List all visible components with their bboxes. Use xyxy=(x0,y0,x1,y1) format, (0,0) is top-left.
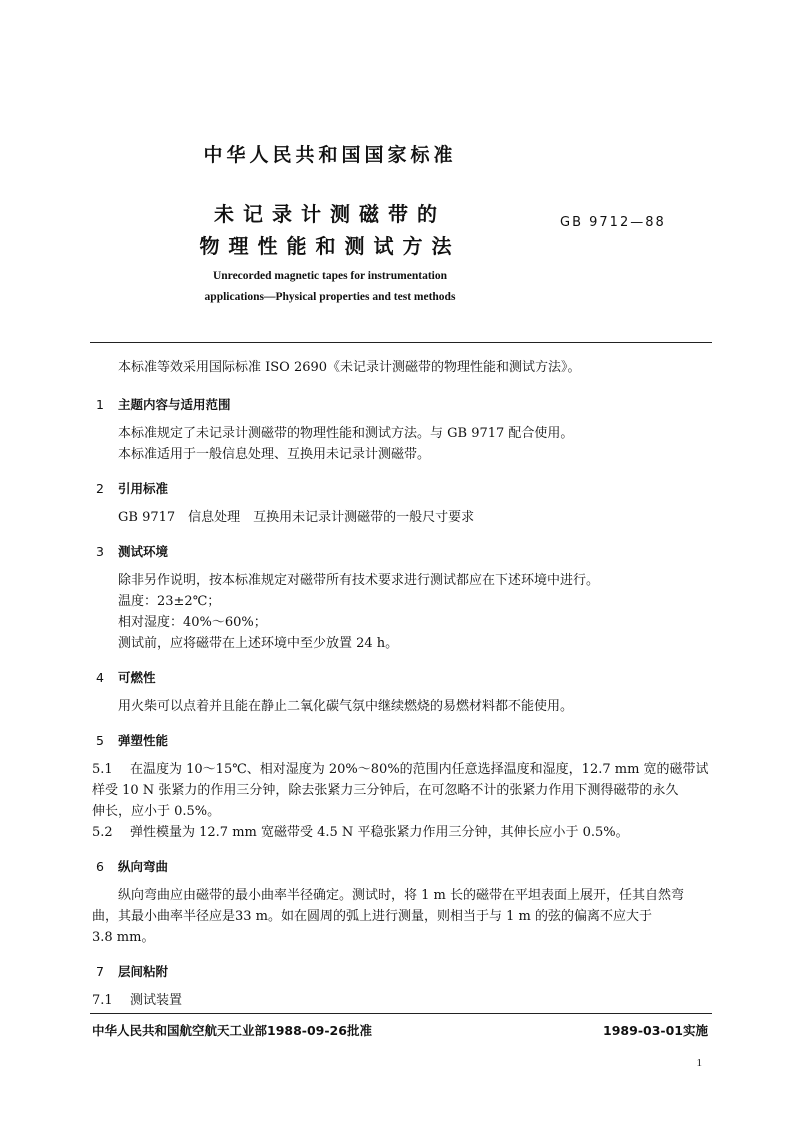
conditioning-spec: 测试前，应将磁带在上述环境中至少放置 24 h。 xyxy=(118,636,399,651)
standard-code: GB 9712—88 xyxy=(560,215,666,230)
section-2-heading xyxy=(96,479,168,497)
national-standard-label: 中华人民共和国国家标准 xyxy=(203,144,457,166)
footer-divider xyxy=(90,1013,712,1014)
clause-text: 在温度为 10～15℃、相对湿度为 20%～80%的范围内任意选择温度和湿度，12.7 mm 宽的磁带试 xyxy=(130,762,709,777)
clause-7-1 xyxy=(92,993,182,1009)
section-title: 测试环境 xyxy=(118,544,169,559)
clause-number: 5.2 xyxy=(92,825,113,840)
clause-number: 7.1 xyxy=(92,993,113,1008)
clause-5-1-line1 xyxy=(92,762,709,778)
section-number: 6 xyxy=(96,859,104,874)
section-number: 5 xyxy=(96,733,104,748)
section-6-line1: 纵向弯曲应由磁带的最小曲率半径确定。测试时，将 1 m 长的磁带在平坦表面上展开，任其自然弯 xyxy=(118,888,684,903)
section-4-heading xyxy=(96,668,156,686)
section-3-heading xyxy=(96,542,168,560)
section-1-paragraph-1: 本标准规定了未记录计测磁带的物理性能和测试方法。与 GB 9717 配合使用。 xyxy=(118,426,574,441)
clause-text: 弹性模量为 12.7 mm 宽磁带受 4.5 N 平稳张紧力作用三分钟，其伸长应小于 0.5%。 xyxy=(130,825,629,840)
english-title-line1: Unrecorded magnetic tapes for instrumentation xyxy=(212,270,448,282)
issued-by: 中华人民共和国航空航天工业部1988-09-26批准 xyxy=(92,1023,372,1038)
section-1-paragraph-2: 本标准适用于一般信息处理、互换用未记录计测磁带。 xyxy=(118,447,431,462)
section-number: 1 xyxy=(96,397,104,412)
section-number: 3 xyxy=(96,544,104,559)
temperature-spec: 温度：23±2℃； xyxy=(118,594,221,609)
section-3-paragraph-1: 除非另作说明，按本标准规定对磁带所有技术要求进行测试都应在下述环境中进行。 xyxy=(118,573,600,588)
section-title: 纵向弯曲 xyxy=(118,859,169,874)
section-number: 2 xyxy=(96,481,104,496)
section-title: 层间粘附 xyxy=(118,964,169,979)
section-title: 弹塑性能 xyxy=(118,733,169,748)
section-6-heading xyxy=(96,857,168,875)
section-6-line3: 3.8 mm。 xyxy=(92,930,155,945)
section-1-heading xyxy=(96,395,231,413)
clause-5-2 xyxy=(92,825,629,841)
clause-5-1-line2: 样受 10 N 张紧力的作用三分钟，除去张紧力三分钟后，在可忽略不计的张紧力作用下测得磁带的永久 xyxy=(92,783,679,798)
clause-5-1-line3: 伸长，应小于 0.5%。 xyxy=(92,804,221,819)
section-4-paragraph-1: 用火柴可以点着并且能在静止二氧化碳气氛中继续燃烧的易燃材料都不能使用。 xyxy=(118,699,574,714)
section-title: 引用标准 xyxy=(118,481,169,496)
section-number: 4 xyxy=(96,670,104,685)
section-number: 7 xyxy=(96,964,104,979)
clause-number: 5.1 xyxy=(92,762,113,777)
section-5-heading xyxy=(96,731,168,749)
document-title-line1: 未记录计测磁带的 xyxy=(214,202,446,226)
clause-text: 测试装置 xyxy=(130,993,183,1008)
referenced-standard: GB 9717 信息处理 互换用未记录计测磁带的一般尺寸要求 xyxy=(118,510,475,525)
effective-date: 1989-03-01实施 xyxy=(603,1023,708,1038)
humidity-spec: 相对湿度：40%～60%； xyxy=(118,615,267,630)
section-6-line2: 曲，其最小曲率半径应是33 m。如在圆周的弧上进行测量，则相当于与 1 m 的弦的偏离不应大于 xyxy=(92,909,652,924)
english-title-line2: applications—Physical properties and test methods xyxy=(204,291,456,303)
section-7-heading xyxy=(96,962,168,980)
section-title: 可燃性 xyxy=(118,670,156,685)
intro-paragraph: 本标准等效采用国际标准 ISO 2690《未记录计测磁带的物理性能和测试方法》。 xyxy=(118,360,581,375)
page-number: 1 xyxy=(696,1057,702,1069)
header-divider xyxy=(90,342,712,343)
section-title: 主题内容与适用范围 xyxy=(118,397,231,412)
document-title-line2: 物理性能和测试方法 xyxy=(199,234,461,258)
